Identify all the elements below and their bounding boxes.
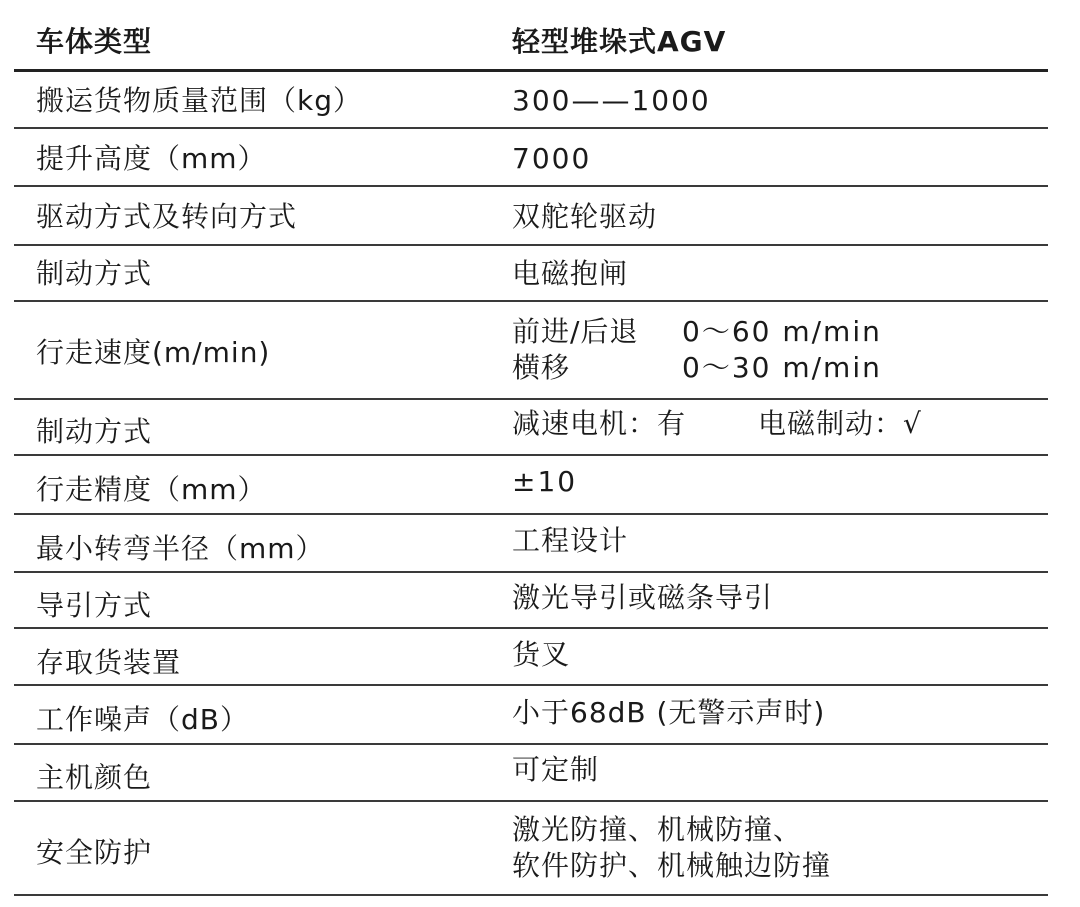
table-row: [14, 456, 1048, 515]
row-label: 导引方式: [36, 589, 153, 622]
row-value: 激光导引或磁条导引: [512, 581, 774, 614]
row-value: 电磁抱闸: [512, 257, 629, 290]
row-label: 工作噪声（dB）: [36, 703, 249, 736]
safety-line: 软件防护、机械触边防撞: [512, 849, 832, 882]
row-value: [512, 812, 831, 884]
row-label: 主机颜色: [36, 761, 153, 794]
row-label: 制动方式: [36, 415, 153, 448]
header-label: 车体类型: [36, 25, 153, 58]
row-value: 工程设计: [512, 524, 629, 557]
table-row: [14, 629, 1048, 686]
table-row: [14, 129, 1048, 187]
speed-value: 0～60 m/min: [682, 315, 882, 348]
row-label: 最小转弯半径（mm）: [36, 532, 325, 565]
safety-line: 激光防撞、机械防撞、: [512, 813, 803, 846]
electromagnetic-brake-info: 电磁制动：√: [758, 407, 922, 440]
table-row: [14, 400, 1048, 456]
row-label: 行走精度（mm）: [36, 473, 267, 506]
row-value: [512, 406, 922, 442]
speed-line-lateral: [512, 350, 882, 386]
speed-line-forward: [512, 314, 882, 350]
table-row: [14, 515, 1048, 573]
header-value: 轻型堆垛式AGV: [512, 25, 727, 58]
table-row: [14, 246, 1048, 302]
row-value: 双舵轮驱动: [512, 200, 658, 233]
speed-mode: 横移: [512, 351, 571, 384]
table-row: [14, 745, 1048, 802]
row-value: 小于68dB (无警示声时): [512, 696, 826, 729]
row-label: 搬运货物质量范围（kg）: [36, 84, 362, 117]
row-label: 行走速度(m/min): [36, 336, 271, 369]
row-label: 安全防护: [36, 836, 153, 869]
table-row: [14, 72, 1048, 129]
row-value: 货叉: [512, 638, 571, 671]
row-value: 7000: [512, 142, 592, 175]
row-value: [512, 314, 882, 386]
table-row: [14, 802, 1048, 896]
row-value: 可定制: [512, 753, 600, 786]
row-label: 制动方式: [36, 257, 153, 290]
table-row: [14, 302, 1048, 400]
table-header-row: [14, 0, 1048, 72]
row-label: 存取货装置: [36, 646, 182, 679]
table-row: [14, 686, 1048, 745]
row-label: 驱动方式及转向方式: [36, 200, 298, 233]
reducer-motor-info: 减速电机：有: [512, 407, 687, 440]
speed-value: 0～30 m/min: [682, 351, 882, 384]
table-row: [14, 573, 1048, 629]
row-value: ±10: [512, 465, 578, 498]
speed-mode: 前进/后退: [512, 315, 639, 348]
table-row: [14, 187, 1048, 246]
row-label: 提升高度（mm）: [36, 142, 267, 175]
row-value: 300——1000: [512, 84, 711, 117]
